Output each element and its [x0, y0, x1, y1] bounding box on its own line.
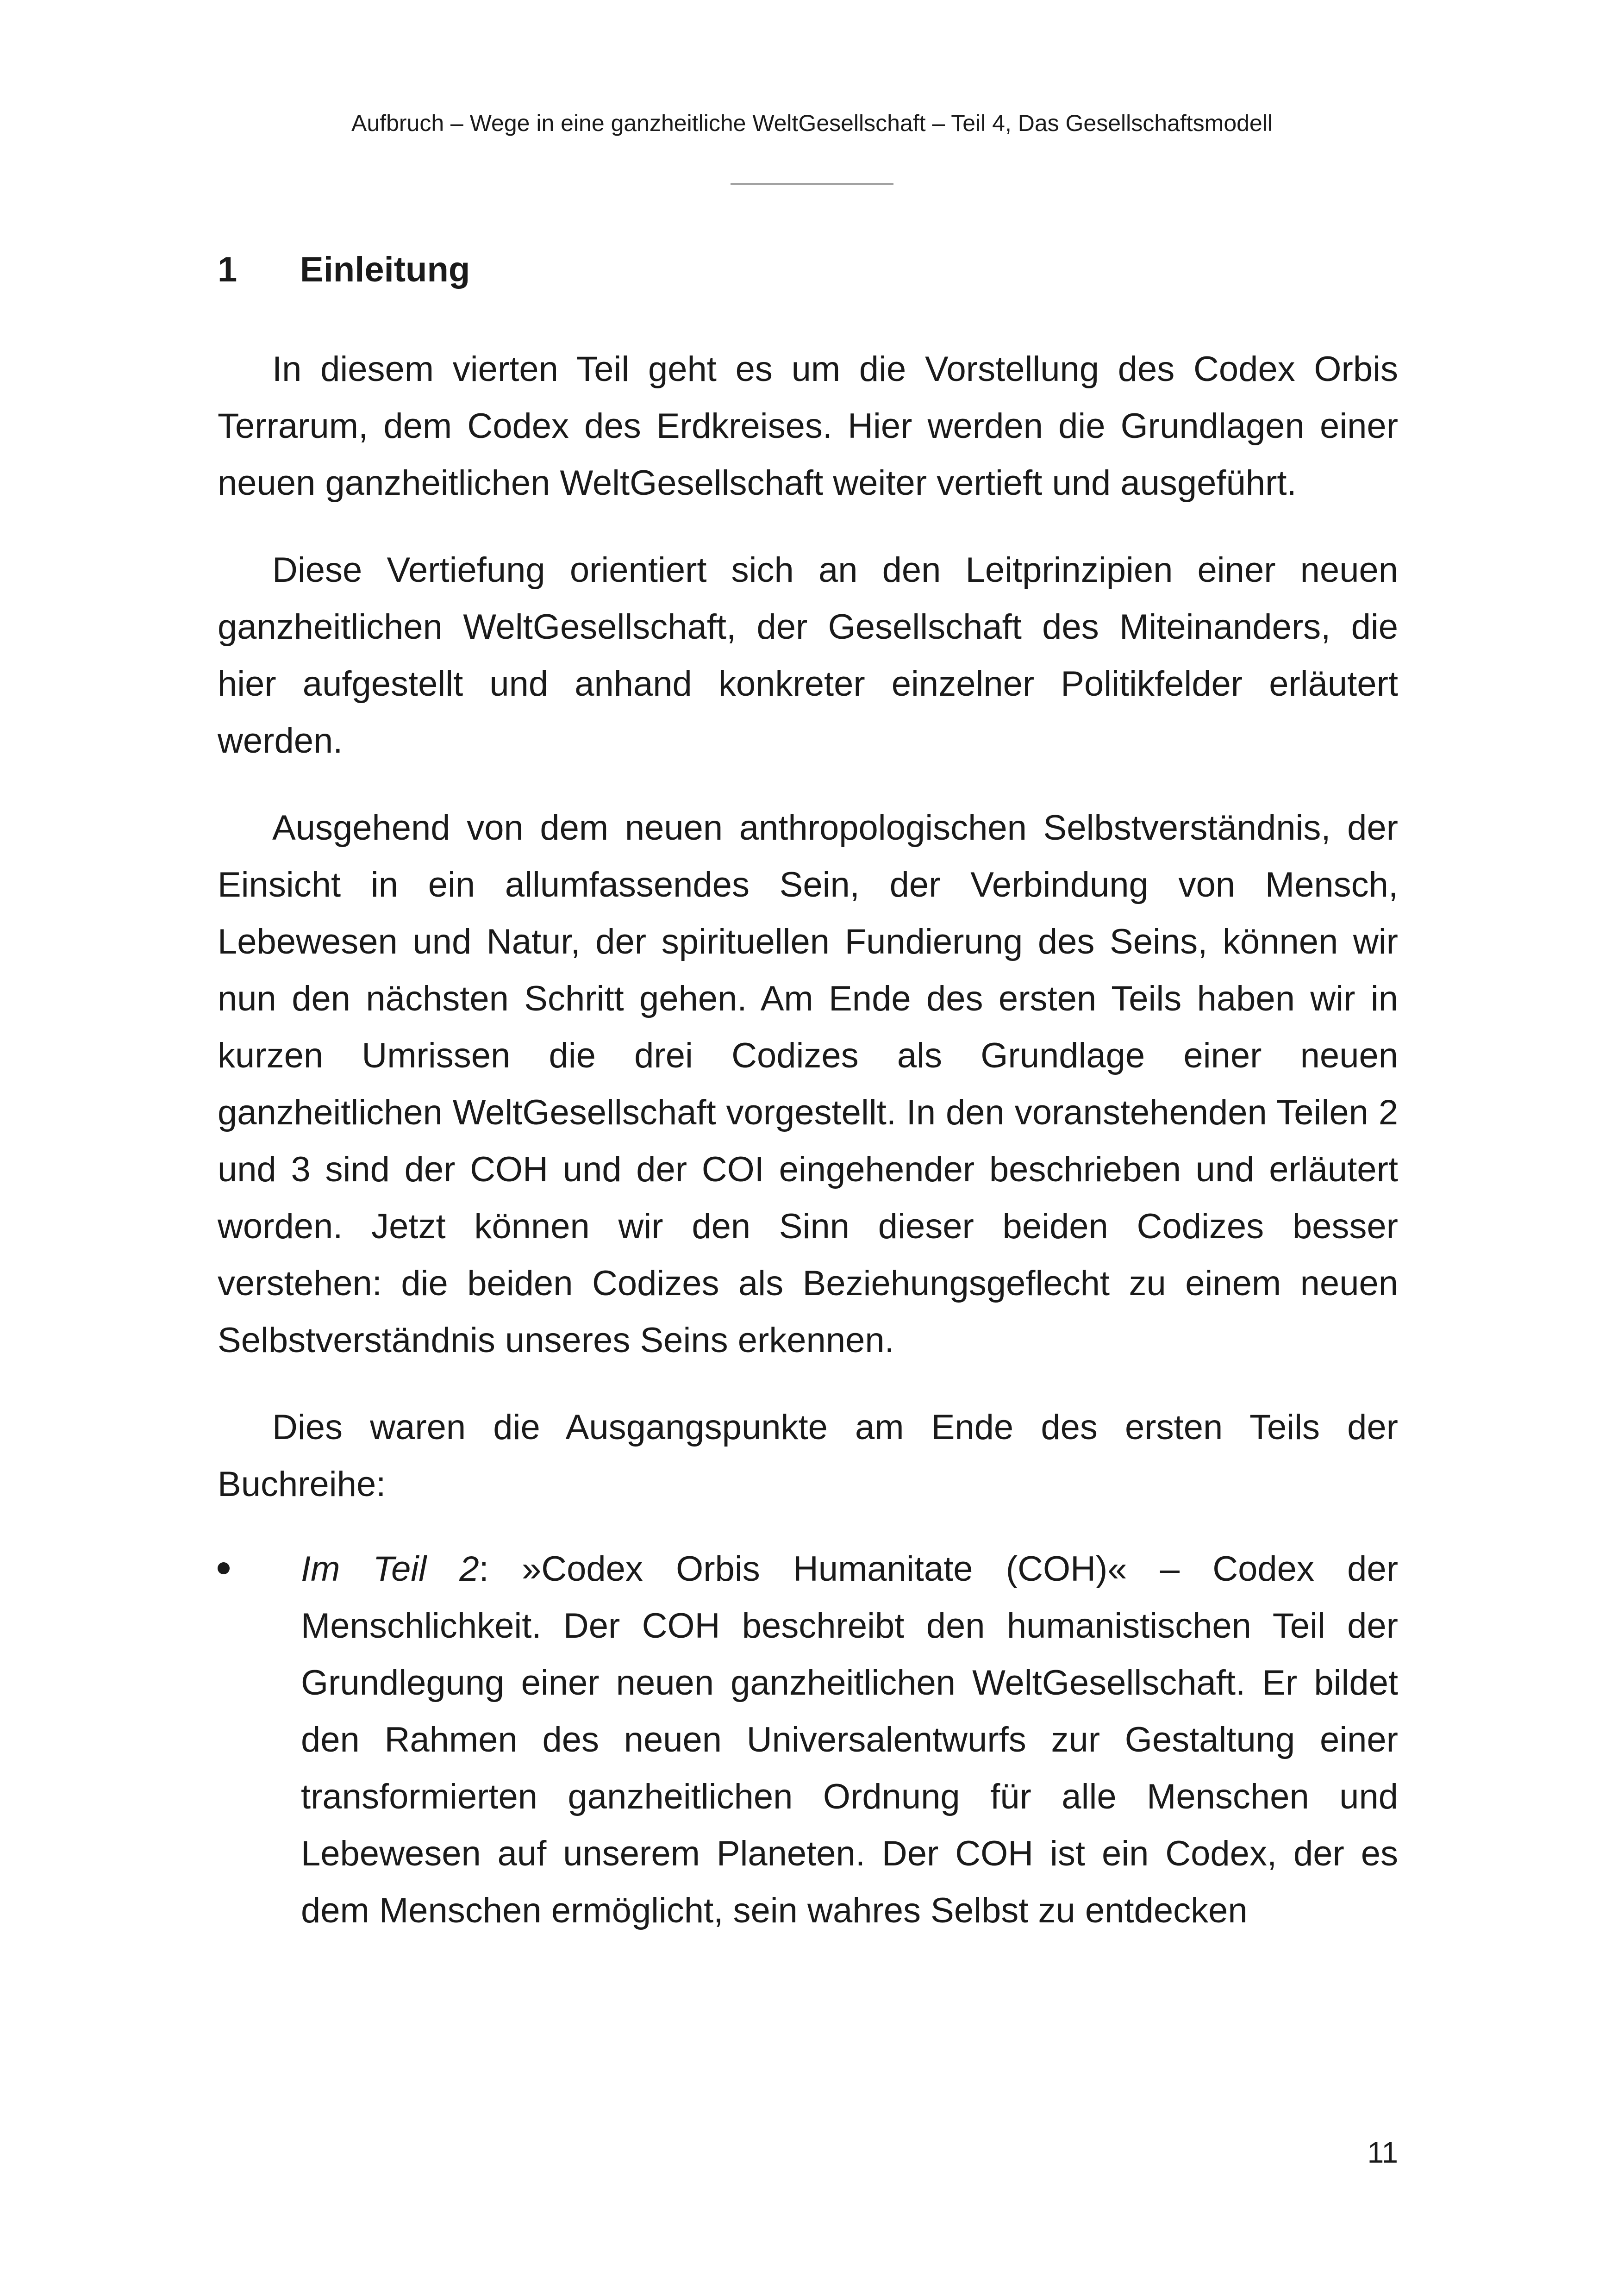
paragraph: In diesem vierten Teil geht es um die Vorstellung des Codex Orbis Terrarum, dem Codex des Erdkreises. Hier werden die Grundlagen einer neuen ganzheitlichen WeltGesellschaft weiter vertieft und ausgeführt.	[218, 349, 1398, 503]
body-text	[218, 341, 1398, 1939]
running-header: Aufbruch – Wege in eine ganzheitliche WeltGesellschaft – Teil 4, Das Gesellschaftsmodell	[351, 110, 1273, 136]
paragraph: Diese Vertiefung orientiert sich an den Leitprinzipien einer neuen ganzheitlichen WeltGesellschaft, der Gesellschaft des Miteinanders, die hier aufgestellt und anhand konkreter einzelner Politikfelder erläutert werden.	[218, 550, 1398, 761]
bullet-list-item	[218, 1540, 1398, 1939]
bullet-icon	[218, 1562, 230, 1574]
chapter-heading	[218, 244, 470, 295]
header-divider	[731, 183, 893, 185]
bullet-text: : »Codex Orbis Humanitate (COH)« – Codex der Menschlichkeit. Der COH beschreibt den humanistischen Teil der Grundlegung einer neuen ganzheitlichen WeltGesellschaft. Er bildet den Rahmen des neuen Universalentwurfs zur Gestaltung einer transformierten ganzheitlichen Ordnung für alle Menschen und Lebewesen auf unserem Planeten. Der COH ist ein Codex, der es dem Menschen ermöglicht, sein wahres Selbst zu entdecken	[301, 1549, 1399, 1930]
bullet-lead: Im Teil 2	[301, 1549, 479, 1589]
paragraph: Dies waren die Ausgangspunkte am Ende des ersten Teils der Buchreihe:	[218, 1408, 1398, 1504]
chapter-title: Einleitung	[300, 250, 470, 289]
chapter-number: 1	[218, 250, 237, 289]
page-number: 11	[1367, 2136, 1398, 2169]
paragraph: Ausgehend von dem neuen anthropologischen Selbstverständnis, der Einsicht in ein allumfassendes Sein, der Verbindung von Mensch, Lebewesen und Natur, der spirituellen Fundierung des Seins, können wir nun den nächsten Schritt gehen. Am Ende des ersten Teils haben wir in kurzen Umrissen die drei Codizes als Grundlage einer neuen ganzheitlichen WeltGesellschaft vorgestellt. In den voranstehenden Teilen 2 und 3 sind der COH und der COI eingehender beschrieben und erläutert worden. Jetzt können wir den Sinn dieser beiden Codizes besser verstehen: die beiden Codizes als Beziehungsgeflecht zu einem neuen Selbstverständnis unseres Seins erkennen.	[218, 808, 1398, 1360]
